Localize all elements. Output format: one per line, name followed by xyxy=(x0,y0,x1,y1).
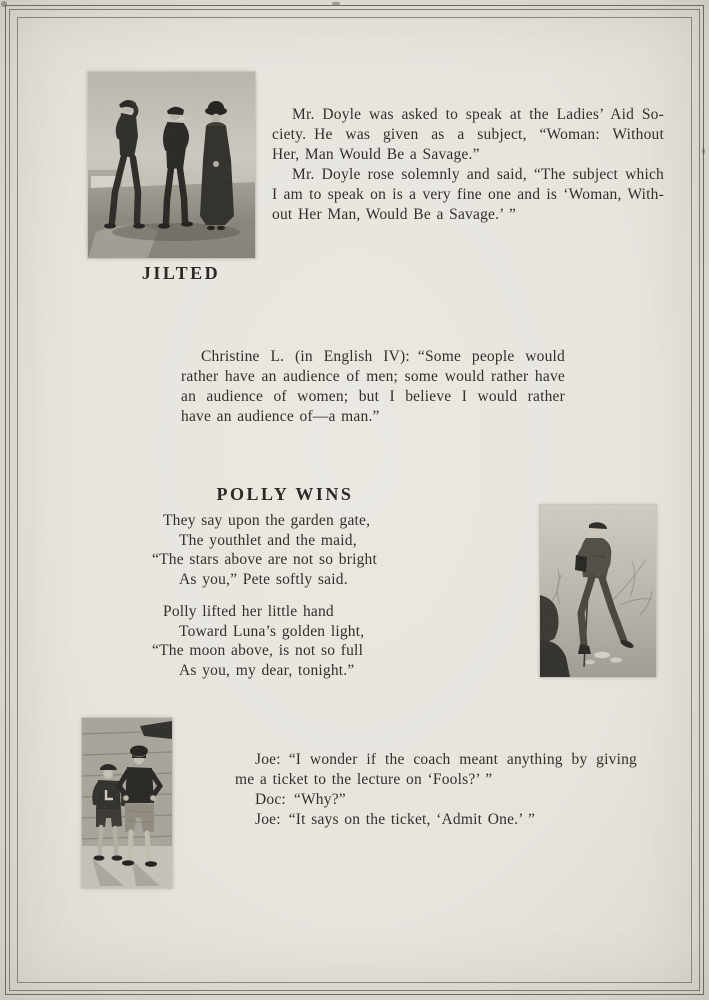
doyle-anecdote xyxy=(272,105,664,225)
text-line: ciety. He was given as a subject, “Woman: Without xyxy=(272,126,664,143)
paper-speck xyxy=(702,148,705,154)
polly-wins-title: POLLY WINS xyxy=(216,484,354,504)
text-line: have an audience of—a man.” xyxy=(181,408,380,425)
jilted-photo-illustration xyxy=(88,72,255,258)
poem-line: “The stars above are not so bright xyxy=(152,551,377,568)
text-line: out Her Man, Would Be a Savage.’ ” xyxy=(272,206,517,223)
text-line: rather have an audience of men; some would rather have xyxy=(181,368,565,385)
poem-line: The youthlet and the maid, xyxy=(179,531,357,549)
text-line: Her, Man Would Be a Savage.” xyxy=(272,146,480,163)
joe-doc-joke xyxy=(235,750,637,830)
walking-figure-photo xyxy=(540,505,656,677)
text-line: an audience of women; but I believe I would rather xyxy=(181,388,565,405)
poem-line: Polly lifted her little hand xyxy=(163,603,334,620)
christine-quote xyxy=(181,347,565,427)
football-players-photo xyxy=(82,718,172,888)
dialogue-line: Joe: “It says on the ticket, ‘Admit One.’ ” xyxy=(255,811,536,828)
poem-line: They say upon the garden gate, xyxy=(163,512,371,529)
polly-poem xyxy=(152,511,472,680)
jilted-photo xyxy=(88,72,255,258)
text-line: I am to speak on is a very fine one and is ‘Woman, With- xyxy=(272,186,664,203)
text-line: Mr. Doyle was asked to speak at the Ladies’ Aid So- xyxy=(292,106,664,123)
jilted-caption: JILTED xyxy=(141,263,221,283)
poem-line: As you, my dear, tonight.” xyxy=(179,661,355,679)
text-line: Christine L. (in English IV): “Some people would xyxy=(201,348,565,365)
paper-speck xyxy=(1,1,7,7)
paper-speck xyxy=(332,2,340,5)
football-photo-illustration xyxy=(82,718,172,888)
poem-line: Toward Luna’s golden light, xyxy=(179,622,365,640)
dialogue-line: me a ticket to the lecture on ‘Fools?’ ” xyxy=(235,771,493,788)
walking-photo-illustration xyxy=(540,505,656,677)
poem-line: “The moon above, is not so full xyxy=(152,642,364,659)
dialogue-line: Doc: “Why?” xyxy=(255,791,346,808)
poem-line: As you,” Pete softly said. xyxy=(179,570,348,588)
text-line: Mr. Doyle rose solemnly and said, “The subject which xyxy=(292,166,664,183)
dialogue-line: Joe: “I wonder if the coach meant anything by giving xyxy=(255,751,637,768)
poem-stanza-2 xyxy=(152,602,472,680)
poem-stanza-1 xyxy=(152,511,472,589)
